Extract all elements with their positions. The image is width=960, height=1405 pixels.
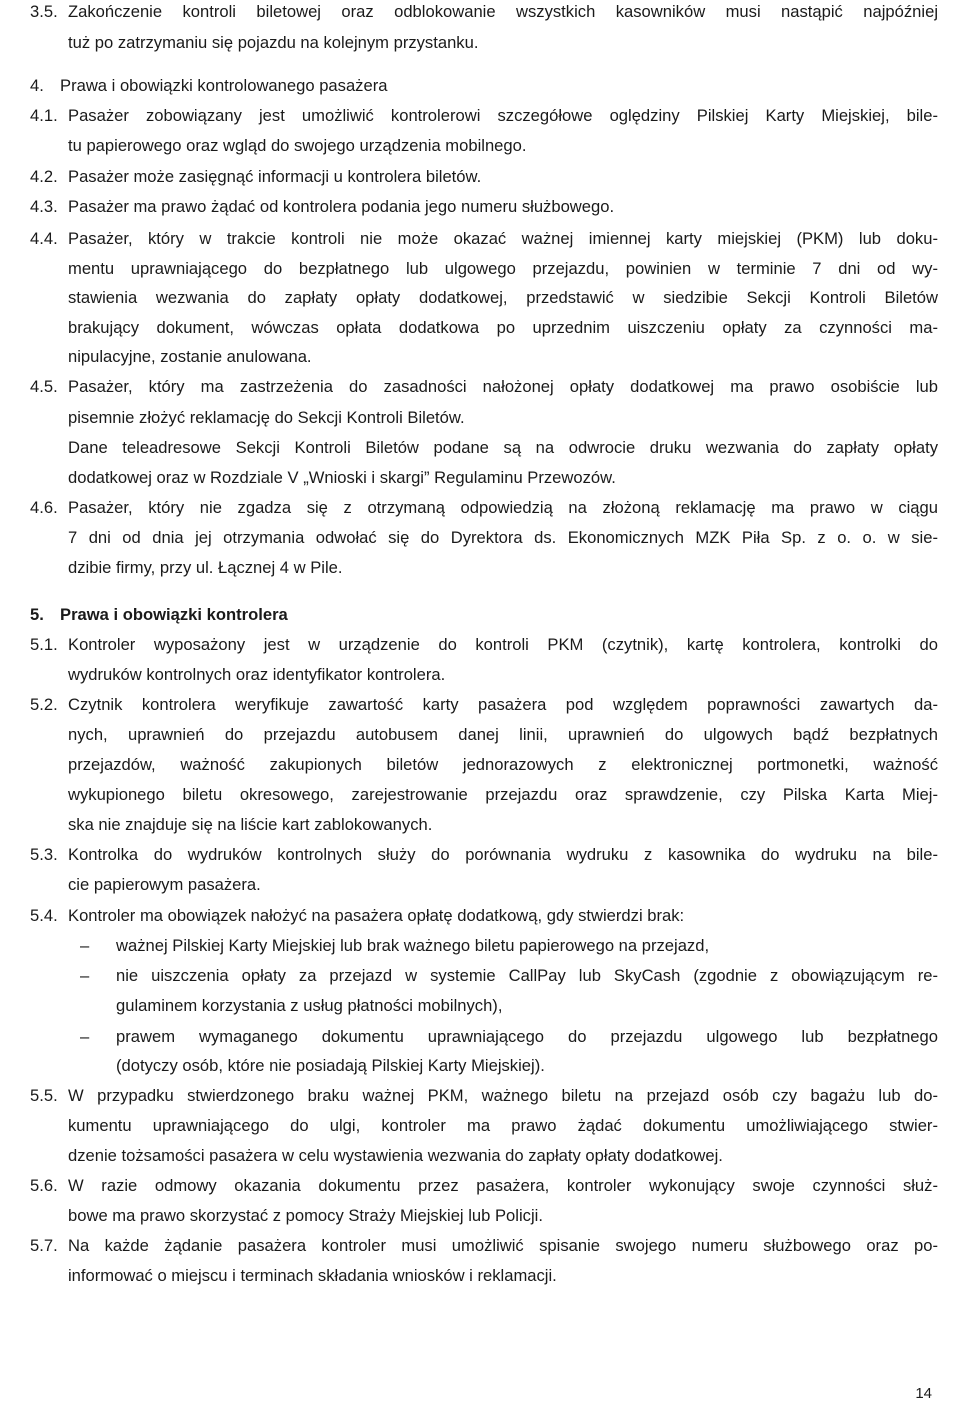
clause-text: nipulacyjne, zostanie anulowana. [68,347,312,366]
clause-number: 3.5. [30,2,58,21]
clause-number: 4.1. [30,106,58,125]
clause-text: wykupionego biletu okresowego, zarejestrowanie przejazdu oraz sprawdzenie, czy Pilska Karta Miej- [68,785,938,804]
clause-text: Pasażer, który nie zgadza się z otrzymaną odpowiedzią na złożoną reklamację ma prawo w ciągu [68,498,938,517]
clause-text: Pasażer ma prawo żądać od kontrolera podania jego numeru służbowego. [68,197,615,216]
clause-text: Czytnik kontrolera weryfikuje zawartość karty pasażera pod względem poprawności zawartych da- [68,695,938,714]
clause-text: bowe ma prawo skorzystać z pomocy Straży Miejskiej lub Policji. [68,1206,543,1225]
clause-text: W razie odmowy okazania dokumentu przez pasażera, kontroler wykonujący swoje czynności służ- [68,1176,938,1195]
dash-bullet: – [80,966,90,985]
clause-text: 7 dni od dnia jej otrzymania odwołać się do Dyrektora ds. Ekonomicznych MZK Piła Sp. z o. o. w sie- [68,528,938,547]
dash-bullet: – [80,936,90,955]
clause-text: stawienia wezwania do zapłaty opłaty dodatkowej, przedstawić w siedzibie Sekcji Kontroli Biletów [68,288,938,307]
clause-number: 5.4. [30,906,58,925]
clause-number: 4.4. [30,229,58,248]
clause-text: mentu uprawniającego do bezpłatnego lub ulgowego przejazdu, powinien w terminie 7 dni od wy- [68,259,938,278]
clause-text: W przypadku stwierdzonego braku ważnej PKM, ważnego biletu na przejazd osób czy bagażu lub do- [68,1086,938,1105]
clause-text: informować o miejscu i terminach składania wniosków i reklamacji. [68,1266,557,1285]
clause-text: Dane teleadresowe Sekcji Kontroli Biletów podane są na odwrocie druku wezwania do zapłaty opłaty [68,438,938,457]
clause-text: Pasażer, który ma zastrzeżenia do zasadności nałożonej opłaty dodatkowej ma prawo osobiście lub [68,377,938,396]
dash-bullet: – [80,1027,90,1046]
clause-text: kumentu uprawniającego do ulgi, kontroler ma prawo żądać dokumentu umożliwiającego stwier- [68,1116,938,1135]
clause-text: tu papierowego oraz wgląd do swojego urządzenia mobilnego. [68,136,527,155]
clause-text: pisemnie złożyć reklamację do Sekcji Kontroli Biletów. [68,408,465,427]
clause-number: 5.6. [30,1176,58,1195]
clause-text: dodatkowej oraz w Rozdziale V „Wnioski i skargi” Regulaminu Przewozów. [68,468,616,487]
clause-text: Na każde żądanie pasażera kontroler musi umożliwić spisanie swojego numeru służbowego oraz po- [68,1236,938,1255]
section-title: Prawa i obowiązki kontrolowanego pasażera [60,76,388,95]
section-number: 4. [30,76,44,95]
clause-text: Zakończenie kontroli biletowej oraz odblokowanie wszystkich kasowników musi nastąpić najpóźniej [68,2,938,21]
clause-number: 5.3. [30,845,58,864]
clause-number: 4.5. [30,377,58,396]
clause-text: przejazdów, ważność zakupionych biletów jednorazowych z elektronicznej portmonetki, ważność [68,755,938,774]
clause-text: dzenie tożsamości pasażera w celu wystawienia wezwania do zapłaty opłaty dodatkowej. [68,1146,723,1165]
section-number: 5. [30,605,44,624]
clause-text: Kontroler wyposażony jest w urządzenie do kontroli PKM (czytnik), kartę kontrolera, kontrolki do [68,635,938,654]
section-title: Prawa i obowiązki kontrolera [60,605,288,624]
page-number: 14 [915,1385,932,1402]
clause-number: 5.7. [30,1236,58,1255]
clause-number: 4.3. [30,197,58,216]
clause-text: Pasażer może zasięgnąć informacji u kontrolera biletów. [68,167,482,186]
bullet-text: prawem wymaganego dokumentu uprawniającego do przejazdu ulgowego lub bezpłatnego [116,1027,938,1046]
clause-number: 4.6. [30,498,58,517]
clause-text: Pasażer zobowiązany jest umożliwić kontrolerowi szczegółowe oględziny Pilskiej Karty Miejskiej, bile- [68,106,938,125]
clause-number: 5.2. [30,695,58,714]
clause-text: Kontroler ma obowiązek nałożyć na pasażera opłatę dodatkową, gdy stwierdzi brak: [68,906,685,925]
clause-text: wydruków kontrolnych oraz identyfikator kontrolera. [68,665,446,684]
clause-number: 4.2. [30,167,58,186]
clause-text: cie papierowym pasażera. [68,875,261,894]
clause-text: ska nie znajduje się na liście kart zablokowanych. [68,815,433,834]
bullet-text: ważnej Pilskiej Karty Miejskiej lub brak ważnego biletu papierowego na przejazd, [116,936,710,955]
clause-text: dzibie firmy, przy ul. Łącznej 4 w Pile. [68,558,343,577]
bullet-text: gulaminem korzystania z usług płatności mobilnych), [116,996,503,1015]
clause-text: Pasażer, który w trakcie kontroli nie może okazać ważnej imiennej karty miejskiej (PKM) lub doku- [68,229,938,248]
clause-number: 5.1. [30,635,58,654]
clause-text: tuż po zatrzymaniu się pojazdu na kolejnym przystanku. [68,33,479,52]
clause-text: brakujący dokument, wówczas opłata dodatkowa po uprzednim uiszczeniu opłaty za czynności ma- [68,318,938,337]
bullet-text: (dotyczy osób, które nie posiadają Pilskiej Karty Miejskiej). [116,1056,545,1075]
clause-number: 5.5. [30,1086,58,1105]
clause-text: Kontrolka do wydruków kontrolnych służy do porównania wydruku z kasownika do wydruku na bile- [68,845,938,864]
bullet-text: nie uiszczenia opłaty za przejazd w systemie CallPay lub SkyCash (zgodnie z obowiązującym re- [116,966,938,985]
clause-text: nych, uprawnień do przejazdu autobusem danej linii, uprawnień do ulgowych bądź bezpłatnych [68,725,938,744]
